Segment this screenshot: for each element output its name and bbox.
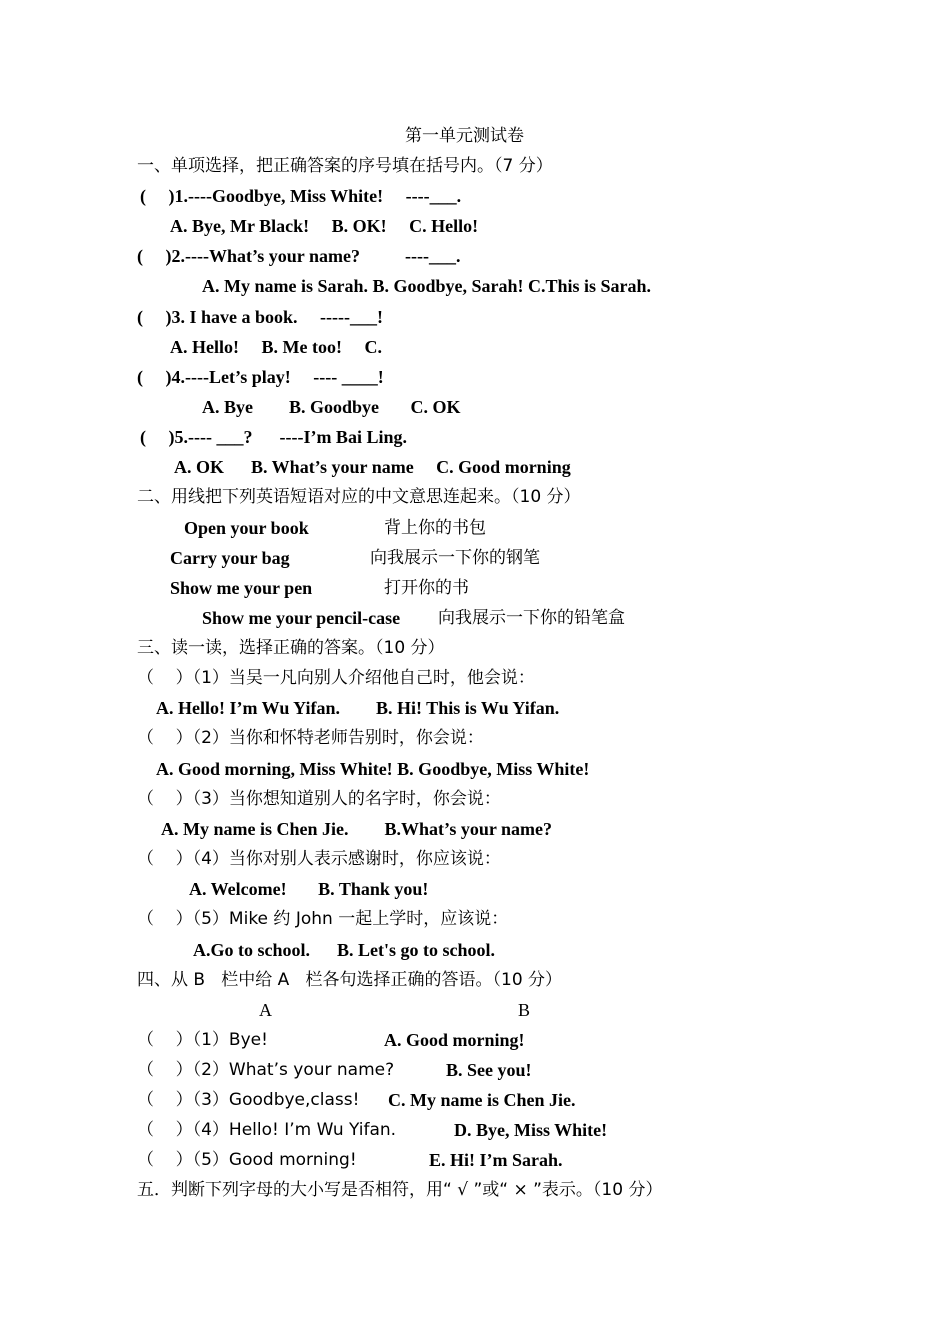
s4-row-a-4: （ ）（4）Hello! I’m Wu Yifan.	[137, 1120, 397, 1140]
s3-options-4: A. Welcome! B. Thank you!	[189, 879, 429, 899]
s4-row-b-1: A. Good morning!	[384, 1030, 525, 1050]
s1-question-5: ( )5.---- ___? ----I’m Bai Ling.	[140, 427, 407, 447]
section3-heading: 三、读一读，选择正确的答案。（10 分）	[137, 638, 445, 658]
s4-row-a-3: （ ）（3）Goodbye,class!	[137, 1090, 360, 1110]
s3-options-3: A. My name is Chen Jie. B.What’s your name?	[161, 819, 552, 839]
s2-chinese-1: 背上你的书包	[384, 518, 486, 538]
s1-options-3: A. Hello! B. Me too! C.	[170, 337, 382, 357]
s4-row-b-2: B. See you!	[446, 1060, 532, 1080]
s3-options-2: A. Good morning, Miss White! B. Goodbye, Miss White!	[156, 759, 590, 779]
s3-question-1: （ ）（1）当吴一凡向别人介绍他自己时，他会说：	[137, 668, 535, 688]
s2-chinese-3: 打开你的书	[384, 578, 469, 598]
s3-question-5: （ ）（5）Mike 约 John 一起上学时，应该说：	[137, 909, 509, 929]
s2-english-3: Show me your pen	[170, 578, 313, 598]
s3-options-5: A.Go to school. B. Let's go to school.	[193, 940, 496, 960]
s4-column-a-label: A	[259, 1000, 272, 1020]
section2-heading: 二、用线把下列英语短语对应的中文意思连起来。（10 分）	[137, 487, 581, 507]
section1-heading: 一、单项选择，把正确答案的序号填在括号内。（7 分）	[137, 156, 553, 176]
s1-question-1: ( )1.----Goodbye, Miss White! ----___.	[140, 186, 462, 206]
s1-question-4: ( )4.----Let’s play! ---- ____!	[137, 367, 384, 387]
s4-row-b-4: D. Bye, Miss White!	[454, 1120, 608, 1140]
s3-question-3: （ ）（3）当你想知道别人的名字时，你会说：	[137, 789, 501, 809]
s1-question-3: ( )3. I have a book. -----___!	[137, 307, 383, 327]
s4-row-a-1: （ ）（1）Bye!	[137, 1030, 268, 1050]
s2-english-4: Show me your pencil-case	[202, 608, 401, 628]
section5-heading: 五．判断下列字母的大小写是否相符，用“ √ ”或“ × ”表示。（10 分）	[137, 1180, 663, 1200]
s1-options-5: A. OK B. What’s your name C. Good morning	[174, 457, 571, 477]
section4-heading: 四、从 B 栏中给 A 栏各句选择正确的答语。（10 分）	[137, 970, 563, 990]
s2-chinese-4: 向我展示一下你的铅笔盒	[438, 608, 625, 628]
s4-row-b-5: E. Hi! I’m Sarah.	[429, 1150, 563, 1170]
s4-row-b-3: C. My name is Chen Jie.	[388, 1090, 576, 1110]
s4-column-b-label: B	[518, 1000, 531, 1020]
s1-question-2: ( )2.----What’s your name? ----___.	[137, 246, 461, 266]
s1-options-2: A. My name is Sarah. B. Goodbye, Sarah! C.This is Sarah.	[202, 276, 652, 296]
s3-question-2: （ ）（2）当你和怀特老师告别时，你会说：	[137, 728, 484, 748]
s4-row-a-2: （ ）（2）What’s your name?	[137, 1060, 395, 1080]
s3-question-4: （ ）（4）当你对别人表示感谢时，你应该说：	[137, 849, 501, 869]
s2-english-1: Open your book	[184, 518, 309, 538]
s1-options-1: A. Bye, Mr Black! B. OK! C. Hello!	[170, 216, 479, 236]
s2-english-2: Carry your bag	[170, 548, 290, 568]
s1-options-4: A. Bye B. Goodbye C. OK	[202, 397, 461, 417]
page-title: 第一单元测试卷	[405, 126, 524, 146]
s2-chinese-2: 向我展示一下你的钢笔	[370, 548, 540, 568]
s4-row-a-5: （ ）（5）Good morning!	[137, 1150, 357, 1170]
s3-options-1: A. Hello! I’m Wu Yifan. B. Hi! This is Wu Yifan.	[156, 698, 560, 718]
